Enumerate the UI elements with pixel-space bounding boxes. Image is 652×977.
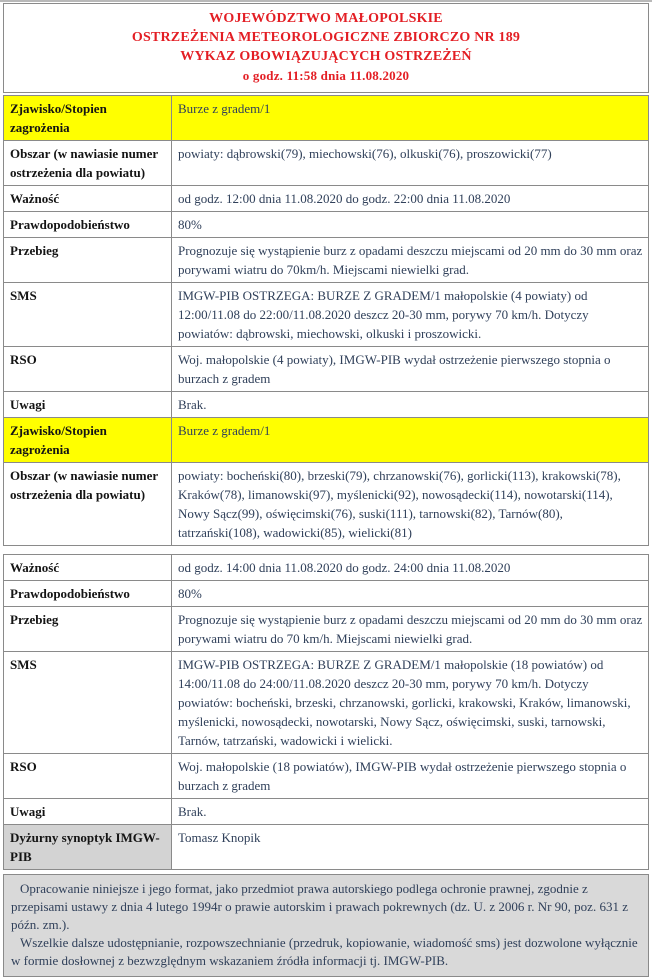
row-label: Przebieg [4,238,172,282]
header-voivodeship: WOJEWÓDZTWO MAŁOPOLSKIE [209,11,443,26]
row-value: IMGW-PIB OSTRZEGA: BURZE Z GRADEM/1 małopolskie (18 powiatów) od 14:00/11.08 do 24:00/11.08.2020 deszcz 20-30 mm, porywy 70 km/h. Dotyczy powiatów: bocheński, brzeski, chrzanowski, gorlicki, krakowski, Kraków, limanowski, myślenicki, nowosądecki, nowotarski, Nowy Sącz, oświęcimski, suski, tarnowski, Tarnów, tatrzański, wadowicki i wielicki. [178,657,631,748]
row-label: Prawdopodobieństwo [4,581,172,606]
page [0,2,652,977]
row-value: Woj. małopolskie (4 powiaty), IMGW-PIB wydał ostrzeżenie pierwszego stopnia o burzach z gradem [178,352,611,386]
row-label: Dyżurny synoptyk IMGW-PIB [4,825,172,869]
row-value: Prognozuje się wystąpienie burz z opadami deszczu miejscami od 20 mm do 30 mm oraz porywami wiatru do 70km/h. Miejscami niewielki grad. [178,243,643,277]
copyright-paragraph-1: Opracowanie niniejsze i jego format, jako przedmiot prawa autorskiego podlega ochronie prawnej, zgodnie z przepisami ustawy z dnia 4 lutego 1994r o prawie autorskim i prawach pokrewnych (dz. U. z 2006 r. Nr 90, poz. 631 z późn. zm.). [11,881,628,932]
row-value: od godz. 14:00 dnia 11.08.2020 do godz. 24:00 dnia 11.08.2020 [178,560,511,575]
table-row-phenomenon [4,418,648,463]
row-label: Obszar (w nawiasie numer ostrzeżenia dla powiatu) [4,463,172,545]
table-row-validity [4,555,648,581]
row-value: 80% [178,217,202,232]
warning-table-2 [3,554,649,870]
table-gap [3,546,649,554]
row-label: RSO [4,754,172,798]
table-row-area [4,141,648,186]
table-row-phenomenon [4,96,648,141]
warning-table-1 [3,95,649,546]
table-row-course [4,607,648,652]
table-row-course [4,238,648,283]
row-value: Woj. małopolskie (18 powiatów), IMGW-PIB wydał ostrzeżenie pierwszego stopnia o burzach z gradem [178,759,627,793]
row-label: Ważność [4,555,172,580]
table-row-rso [4,347,648,392]
table-row-duty-forecaster [4,825,648,870]
row-label: SMS [4,652,172,753]
row-label: Prawdopodobieństwo [4,212,172,237]
table-row-probability [4,581,648,607]
row-value: IMGW-PIB OSTRZEGA: BURZE Z GRADEM/1 małopolskie (4 powiaty) od 12:00/11.08 do 22:00/11.08.2020 deszcz 20-30 mm, porywy 70 km/h. Dotyczy powiatów: dąbrowski, miechowski, olkuski i proszowicki. [178,288,589,341]
table-row-validity [4,186,648,212]
row-value: 80% [178,586,202,601]
header-issue-time: o godz. 11:58 dnia 11.08.2020 [242,68,410,83]
table-row-remarks [4,392,648,418]
row-value: Burze z gradem/1 [178,101,271,116]
row-label: Ważność [4,186,172,211]
row-label: RSO [4,347,172,391]
table-row-probability [4,212,648,238]
row-label: Przebieg [4,607,172,651]
row-value: Brak. [178,804,207,819]
table-row-sms [4,652,648,754]
row-value: Tomasz Knopik [178,830,261,845]
document-header [3,3,649,93]
row-value: Burze z gradem/1 [178,423,271,438]
row-value: Prognozuje się wystąpienie burz z opadami deszczu miejscami od 20 mm do 30 mm oraz porywami wiatru do 70 km/h. Miejscami niewielki grad. [178,612,643,646]
row-value: powiaty: bocheński(80), brzeski(79), chrzanowski(76), gorlicki(113), krakowski(78), Kraków(78), limanowski(97), myślenicki(92), nowosądecki(114), nowotarski(114), Nowy Sącz(99), oświęcimski(76), suski(111), tarnowski(82), Tarnów(80), tatrzański(108), wadowicki(85), wielicki(81) [178,468,621,540]
row-value: od godz. 12:00 dnia 11.08.2020 do godz. 22:00 dnia 11.08.2020 [178,191,511,206]
table-row-rso [4,754,648,799]
row-label: Obszar (w nawiasie numer ostrzeżenia dla powiatu) [4,141,172,185]
copyright-paragraph-2: Wszelkie dalsze udostępnianie, rozpowszechnianie (przedruk, kopiowanie, wiadomość sms) jest dozwolone wyłącznie w formie dosłownej z bezwzględnym wskazaniem źródła informacji tj. IMGW-PIB. [11,935,638,968]
header-list-title: WYKAZ OBOWIĄZUJĄCYCH OSTRZEŻEŃ [180,49,472,64]
copyright-footer [3,874,649,977]
table-row-remarks [4,799,648,825]
header-bulletin-title: OSTRZEŻENIA METEOROLOGICZNE ZBIORCZO NR 189 [131,30,521,45]
row-label: Uwagi [4,392,172,417]
table-row-sms [4,283,648,347]
row-label: Zjawisko/Stopien zagrożenia [4,418,172,462]
table-row-area [4,463,648,546]
row-label: Uwagi [4,799,172,824]
row-label: SMS [4,283,172,346]
row-value: Brak. [178,397,207,412]
row-value: powiaty: dąbrowski(79), miechowski(76), olkuski(76), proszowicki(77) [178,146,552,161]
row-label: Zjawisko/Stopien zagrożenia [4,96,172,140]
